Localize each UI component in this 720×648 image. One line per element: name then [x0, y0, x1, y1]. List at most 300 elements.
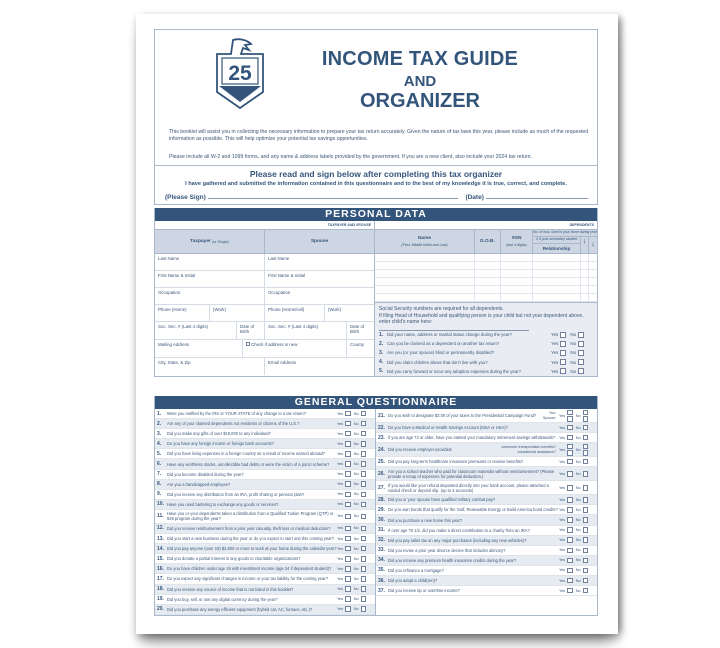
no-checkbox[interactable] [578, 350, 584, 356]
question-number: 14. [157, 545, 164, 552]
email-field[interactable]: Email Address [268, 360, 297, 365]
yes-no-group: Yes No [337, 586, 375, 592]
yes-checkbox[interactable] [345, 606, 351, 612]
divider [155, 165, 597, 166]
question-row [376, 481, 597, 495]
yes-no-group: Yes No [337, 606, 375, 612]
question-number: 1. [157, 410, 162, 417]
yes-no-group: Yes No [337, 546, 375, 552]
yes-checkbox[interactable] [345, 526, 351, 532]
question-row [376, 526, 597, 536]
intro-paragraph-2: Please include all W-2 and 1099 forms, and any name & address labels provided by the government. If you are a new client, also include your 2024 tax return. [169, 154, 532, 160]
question-row [155, 564, 375, 574]
yes-checkbox[interactable] [345, 536, 351, 542]
organizer-page [136, 14, 618, 634]
dependent-row[interactable] [375, 278, 597, 286]
question-number: 2. [157, 420, 162, 427]
question-text: Do you own bonds that qualify for the Gulf, Renewable Energy or Build America bond credits? [388, 507, 558, 513]
taxpayer-occupation-field[interactable]: Occupation [155, 288, 265, 304]
new-address-checkbox[interactable]: Check if address is new [243, 340, 347, 357]
no-checkbox[interactable] [583, 435, 589, 441]
no-checkbox[interactable] [578, 368, 584, 374]
question-row [155, 419, 375, 429]
eagle-shield-logo-icon [207, 38, 273, 110]
yes-checkbox[interactable] [345, 596, 351, 602]
question-row [376, 505, 597, 515]
question-number: 22. [378, 424, 385, 431]
no-checkbox[interactable] [583, 578, 589, 584]
dependent-row[interactable] [375, 262, 597, 270]
no-checkbox[interactable] [583, 497, 589, 503]
yes-checkbox[interactable] [567, 444, 573, 450]
taxpayer-phone-work-field[interactable]: (Work) [210, 305, 265, 321]
question-number: 11. [157, 513, 164, 520]
yes-no-group: Yes No [559, 558, 597, 564]
yes-checkbox[interactable] [560, 350, 566, 356]
question-text: Do you have any foreign income or foreign bank accounts? [167, 441, 274, 447]
title-line-2: AND [403, 73, 437, 90]
no-checkbox[interactable] [361, 546, 367, 552]
no-checkbox[interactable] [583, 517, 589, 523]
question-row [155, 534, 375, 544]
no-checkbox[interactable] [583, 558, 589, 564]
question-text: Did you receive employer-provided: [388, 447, 453, 453]
question-text: Did you start a new business during the year or do you expect to start one this coming year? [167, 536, 335, 542]
spouse-phone-home-field[interactable]: Phone (Home/cell) [265, 305, 325, 321]
yes-checkbox[interactable] [567, 485, 573, 491]
yes-checkbox[interactable] [560, 368, 566, 374]
general-questionnaire-section [154, 396, 598, 616]
yes-no-group: Yes No [559, 588, 597, 594]
question-text: Are you a handicapped employee? [167, 481, 231, 487]
spouse-last-name-field[interactable]: Last Name [268, 256, 290, 261]
header-box [154, 29, 598, 205]
svg-text:25: 25 [228, 62, 252, 85]
question-text: Did you or your spouse have qualified military combat pay? [388, 497, 496, 503]
question-row [155, 605, 375, 615]
no-checkbox[interactable] [583, 588, 589, 594]
yes-no-group: Yes No [337, 596, 375, 602]
no-checkbox[interactable] [583, 568, 589, 574]
title-line-1: INCOME TAX GUIDE [321, 48, 519, 70]
question-row [376, 457, 597, 467]
yes-no-group: Yes No [559, 548, 597, 554]
yes-checkbox[interactable] [567, 568, 573, 574]
mailing-address-field[interactable]: Mailing Address [155, 340, 243, 357]
city-state-zip-field[interactable]: City, State, & Zip [155, 358, 265, 375]
county-field[interactable]: County [350, 342, 364, 347]
arrow-down-icon: ↓ [581, 237, 589, 253]
question-text: Did you buy, sell, or use any digital currency during the year? [167, 596, 278, 602]
yes-checkbox[interactable] [345, 492, 351, 498]
taxpayer-ssn-field[interactable]: Soc. Sec. # (Last 4 digits) [155, 322, 237, 339]
question-number: 4. [157, 440, 162, 447]
question-text: Did you receive any distribution from an IRA, profit sharing or pension plan? [167, 491, 305, 497]
question-number: 18. [157, 586, 164, 593]
yes-checkbox[interactable] [567, 537, 573, 543]
no-checkbox[interactable] [583, 425, 589, 431]
no-checkbox[interactable] [361, 556, 367, 562]
yes-no-group: Yes No [559, 459, 597, 465]
yes-checkbox[interactable] [567, 548, 573, 554]
no-checkbox[interactable] [361, 502, 367, 508]
no-checkbox[interactable] [361, 411, 367, 417]
yes-no-group: Yes No [337, 431, 375, 437]
page-content [154, 29, 598, 613]
title-line-3: ORGANIZER [360, 90, 480, 112]
question-row [376, 423, 597, 433]
question-row [155, 449, 375, 459]
yes-no-group: Yes No [337, 481, 375, 487]
dependents-label: DEPENDENTS [375, 221, 597, 230]
general-questionnaire-title: GENERAL QUESTIONNAIRE [155, 396, 597, 409]
question-text: Were you notified by the IRS or YOUR STATE of any change to a tax return? [167, 411, 306, 417]
no-checkbox[interactable] [361, 606, 367, 612]
yes-no-group: Yes No [559, 485, 597, 491]
question-text: Did you receive reimbursement from a prior year casualty, theft loss or medical deduction? [167, 525, 331, 531]
question-text: Did you purchase a new home this year? [388, 517, 463, 523]
no-checkbox[interactable] [583, 444, 589, 450]
no-checkbox[interactable] [361, 461, 367, 467]
question-row [155, 510, 375, 524]
question-row [155, 459, 375, 469]
no-checkbox[interactable] [361, 576, 367, 582]
yes-no-group: Yes No [337, 411, 375, 417]
yes-checkbox[interactable] [567, 497, 573, 503]
yes-checkbox[interactable] [345, 421, 351, 427]
yes-no-group: Yes No [559, 507, 597, 513]
question-text: Have any worthless stocks, uncollectible bad debts or were the victim of a ponzi scheme? [167, 461, 330, 467]
yes-no-group: Yes No [337, 461, 375, 467]
personal-question-row: 5. Did you carry forward or incur any adoption expenses during the year? Yes No [375, 367, 597, 376]
yes-checkbox[interactable] [567, 459, 573, 465]
yes-checkbox[interactable] [567, 578, 573, 584]
question-row [155, 574, 375, 584]
personal-question-row: 3. Are you (or your spouse) blind or permanently disabled? Yes No [375, 348, 597, 357]
taxpayer-last-name-field[interactable]: Last Name [155, 254, 265, 270]
spouse-occupation-field[interactable]: Occupation [268, 290, 291, 295]
question-row [155, 409, 375, 419]
no-checkbox[interactable] [578, 341, 584, 347]
yes-checkbox[interactable] [560, 359, 566, 365]
no-checkbox[interactable] [361, 471, 367, 477]
no-checkbox[interactable] [578, 332, 584, 338]
question-text: Do you expect any significant changes in income or your tax liability for the coming year? [167, 576, 328, 582]
taxpayer-dob-field[interactable]: Date of Birth [237, 322, 265, 339]
question-row [376, 409, 597, 423]
question-row [376, 556, 597, 566]
question-number: 34. [378, 557, 385, 564]
no-checkbox[interactable] [361, 441, 367, 447]
sign-title: Please read and sign below after completing this tax organizer [249, 169, 503, 179]
yes-no-group: Yes No [337, 514, 375, 520]
no-checkbox[interactable] [583, 471, 589, 477]
yes-no-group: Yes No [559, 435, 597, 441]
taxpayer-first-name-field[interactable]: First Name & Initial [155, 271, 265, 287]
yes-checkbox[interactable] [345, 556, 351, 562]
question-text: Have you used bartering to exchange any goods or services? [167, 501, 279, 507]
taxpayer-phone-home-field[interactable]: Phone (Home) [155, 305, 210, 321]
yes-checkbox[interactable] [567, 425, 573, 431]
taxpayer-header: Taxpayer (or Single) [155, 230, 265, 253]
question-row [376, 586, 597, 596]
question-number: 9. [157, 491, 162, 498]
yes-no-group: Yes No [559, 409, 597, 422]
question-text: Do you have a Medical or Health Savings Account (MSA or HSA)? [388, 425, 508, 431]
question-sub-labels: You: Spouse: [542, 410, 556, 420]
no-checkbox[interactable] [583, 450, 589, 456]
question-sub-labels: commuter transportation benefits? educational assistance? [501, 444, 556, 454]
yes-checkbox[interactable] [567, 517, 573, 523]
yes-no-group: Yes No [559, 517, 597, 523]
no-checkbox[interactable] [583, 548, 589, 554]
no-checkbox[interactable] [361, 536, 367, 542]
yes-checkbox[interactable] [567, 588, 573, 594]
question-text: Did you receive any premium health insurance credits during the year? [388, 557, 517, 563]
arrow-down-icon: ↓ [591, 241, 595, 248]
yes-checkbox[interactable] [567, 410, 573, 416]
personal-question-row: 1. Did your name, address or marital status change during the year? Yes No [375, 330, 597, 339]
spouse-ssn-field[interactable]: Soc. Sec. # (Last 4 digits) [265, 322, 347, 339]
no-checkbox[interactable] [583, 410, 589, 416]
yes-checkbox[interactable] [345, 586, 351, 592]
spouse-dob-field[interactable]: Date of Birth [350, 324, 365, 334]
question-number: 19. [157, 596, 164, 603]
dependent-row[interactable] [375, 286, 597, 294]
dependent-row[interactable] [375, 270, 597, 278]
question-row [155, 480, 375, 490]
question-text: Did you revise a prior year divorce decree that includes alimony? [388, 547, 506, 553]
question-number: 25. [378, 458, 385, 465]
yes-checkbox[interactable] [345, 566, 351, 572]
sign-statement: I have gathered and submitted the information contained in this questionnaire and to the best of my knowledge it is true, correct, and complete. [185, 181, 567, 187]
no-checkbox[interactable] [583, 537, 589, 543]
question-number: 37. [378, 587, 385, 594]
yes-checkbox[interactable] [567, 435, 573, 441]
personal-data-section [154, 208, 598, 377]
yes-checkbox[interactable] [345, 411, 351, 417]
question-row [155, 490, 375, 500]
sign-label: (Please Sign) [165, 194, 206, 201]
yes-checkbox[interactable] [560, 332, 566, 338]
yes-no-group: Yes No [337, 536, 375, 542]
dependents-panel [375, 221, 597, 376]
personal-question-row: 2. Can you be claimed as a dependent on another tax return? Yes No [375, 339, 597, 348]
question-row [155, 585, 375, 595]
yes-checkbox[interactable] [567, 507, 573, 513]
yes-checkbox[interactable] [567, 450, 573, 456]
question-number: 28. [378, 496, 385, 503]
question-number: 31. [378, 527, 385, 534]
no-checkbox[interactable] [361, 566, 367, 572]
yes-checkbox[interactable] [345, 502, 351, 508]
dependent-name-header: Name (First, Middle Initial and Last) [375, 230, 475, 253]
question-row [155, 500, 375, 510]
question-number: 32. [378, 537, 385, 544]
no-checkbox[interactable] [361, 514, 367, 520]
question-text: Did you pay sales tax on any major purchases (including any new vehicles)? [388, 537, 527, 543]
question-text: Did you have living expenses in a foreign country as a result of income earned abroad? [167, 451, 325, 457]
yes-checkbox[interactable] [560, 341, 566, 347]
yes-checkbox[interactable] [567, 416, 573, 422]
question-row [155, 470, 375, 480]
question-text: Did you pay long-term healthcare insurance premiums or receive benefits? [388, 459, 524, 465]
question-text: Have you or your dependents taken a distribution from a Qualified Tuition Program (QTP) or 529 program during the year? [167, 511, 334, 522]
question-number: 12. [157, 525, 164, 532]
question-text: Did you refinance a mortgage? [388, 567, 444, 573]
question-number: 5. [157, 450, 162, 457]
yes-checkbox[interactable] [345, 576, 351, 582]
question-number: 16. [157, 565, 164, 572]
question-row [376, 536, 597, 546]
question-text: Did you make any gifts of over $19,000 to any individual? [167, 431, 271, 437]
yes-no-group: Yes No [559, 568, 597, 574]
question-row [376, 467, 597, 481]
yes-no-group: Yes No [337, 492, 375, 498]
questionnaire-right-column [376, 409, 597, 615]
personal-questions [375, 330, 597, 376]
dependent-row[interactable] [375, 254, 597, 262]
no-checkbox[interactable] [361, 421, 367, 427]
dependent-dob-header: D.O.B. [475, 230, 501, 253]
yes-checkbox[interactable] [345, 451, 351, 457]
signature-row [165, 193, 588, 201]
yes-no-group: Yes No [559, 578, 597, 584]
question-text: Did you receive tip or overtime income? [388, 588, 460, 594]
question-text: Are you a school teacher who paid for classroom materials without reimbursement? (Please provide a recap of expenses for potential deduction.) [388, 468, 555, 479]
no-checkbox[interactable] [578, 359, 584, 365]
question-number: 15. [157, 555, 164, 562]
taxpayer-spouse-label: TAXPAYER AND SPOUSE [155, 221, 374, 230]
yes-no-group: Yes No [559, 443, 597, 456]
question-row [376, 566, 597, 576]
yes-no-group: Yes No [559, 527, 597, 533]
yes-checkbox[interactable] [345, 461, 351, 467]
questionnaire-left-column [155, 409, 376, 615]
no-checkbox[interactable] [583, 527, 589, 533]
personal-question-row: 4. Did you claim children above that don't live with you? Yes No [375, 358, 597, 367]
question-text: Do you wish to designate $3.00 of your taxes to the Presidential Campaign Fund? [388, 413, 537, 418]
question-number: 20. [157, 606, 164, 613]
spouse-header: Spouse [310, 238, 329, 244]
question-row [376, 495, 597, 505]
question-number: 21. [378, 412, 385, 419]
question-number: 7. [157, 471, 162, 478]
no-checkbox[interactable] [361, 431, 367, 437]
question-row [155, 439, 375, 449]
dependent-extra-headers: No. of mos. lived in your home during year X if post-secondary student Relationship ↓ ↓ [533, 230, 597, 251]
question-row [376, 546, 597, 556]
question-row [155, 544, 375, 554]
question-number: 23. [378, 434, 385, 441]
question-number: 17. [157, 575, 164, 582]
question-number: 33. [378, 547, 385, 554]
date-label: (Date) [465, 194, 484, 201]
question-number: 26. [378, 470, 385, 477]
question-number: 3. [157, 430, 162, 437]
intro-paragraph: This booklet will assist you in collecting the necessary information to prepare your tax return accurately. Given the nature of tax laws this year, please include as much of the requested information as possible. This will help optimize your potential tax savings opportunities. [169, 129, 589, 142]
yes-checkbox[interactable] [345, 441, 351, 447]
question-text: If you are age 73 or older, have you started your mandatory retirement savings withdrawals? [388, 435, 556, 441]
question-number: 13. [157, 535, 164, 542]
dependents-note: Social Security numbers are required for all dependents. If filing Head of Household and qualifying person is your child but not your dependent above, enter child's name here: [375, 302, 597, 330]
yes-checkbox[interactable] [567, 527, 573, 533]
yes-checkbox[interactable] [345, 431, 351, 437]
child-name-field[interactable] [379, 326, 529, 331]
no-checkbox[interactable] [361, 492, 367, 498]
question-row [155, 429, 375, 439]
yes-no-group: Yes No [337, 556, 375, 562]
question-row [155, 554, 375, 564]
no-checkbox[interactable] [361, 526, 367, 532]
dependents-table-body [375, 254, 597, 302]
personal-data-title: PERSONAL DATA [155, 208, 597, 221]
spouse-first-name-field[interactable]: First Name & Initial [268, 273, 306, 278]
yes-no-group: Yes No [337, 421, 375, 427]
yes-no-group: Yes No [559, 425, 597, 431]
question-number: 29. [378, 506, 385, 513]
yes-no-group: Yes No [337, 502, 375, 508]
no-checkbox[interactable] [361, 586, 367, 592]
question-row [376, 515, 597, 525]
question-row [376, 576, 597, 586]
no-checkbox[interactable] [361, 451, 367, 457]
signature-field[interactable] [208, 193, 458, 199]
yes-checkbox[interactable] [567, 558, 573, 564]
question-number: 10. [157, 501, 164, 508]
question-text: Did you receive any source of income that is not listed in this booklet? [167, 586, 294, 592]
yes-no-group: Yes No [337, 441, 375, 447]
yes-checkbox[interactable] [345, 471, 351, 477]
dependent-ssn-header: SSN (last 4 digits) [501, 230, 533, 253]
dependent-row[interactable] [375, 294, 597, 302]
yes-no-group: Yes No [337, 471, 375, 477]
question-text: Did you adopt a child(ren)? [388, 578, 438, 584]
question-number: 24. [378, 446, 385, 453]
yes-checkbox[interactable] [345, 546, 351, 552]
yes-no-group: Yes No [337, 526, 375, 532]
yes-checkbox[interactable] [345, 514, 351, 520]
yes-checkbox[interactable] [345, 481, 351, 487]
yes-no-group: Yes No [337, 566, 375, 572]
yes-no-group: Yes No [559, 537, 597, 543]
question-text: Are any of your claimed dependents not residents or citizens of the U.S.? [167, 421, 300, 427]
question-row [376, 433, 597, 443]
no-checkbox[interactable] [361, 481, 367, 487]
question-text: Did you donate a partial interest in any goods to charitable organizations? [167, 556, 301, 562]
no-checkbox[interactable] [583, 485, 589, 491]
yes-no-group: Yes No [337, 451, 375, 457]
question-text: Did you become disabled during the year? [167, 471, 244, 477]
yes-no-group: Yes No [559, 471, 597, 477]
no-checkbox[interactable] [583, 507, 589, 513]
no-checkbox[interactable] [583, 416, 589, 422]
question-row [376, 443, 597, 457]
spouse-phone-work-field[interactable]: (Work) [328, 307, 342, 312]
question-row [155, 524, 375, 534]
no-checkbox[interactable] [361, 596, 367, 602]
question-text: Did you purchase any energy efficient equipment (hybrid car, AC, furnace, etc.)? [167, 606, 313, 612]
no-checkbox[interactable] [583, 459, 589, 465]
checkbox-icon[interactable] [246, 342, 250, 346]
question-number: 30. [378, 517, 385, 524]
yes-no-group: Yes No [337, 576, 375, 582]
question-text: If over age 70 1/2, did you make a direct contribution to a charity from an IRA? [388, 527, 530, 533]
date-field[interactable] [486, 193, 588, 199]
yes-checkbox[interactable] [567, 471, 573, 477]
question-number: 35. [378, 567, 385, 574]
question-text: Did you pay anyone (over 18) $2,800 or more to work at your home during the calendar year? [167, 546, 337, 552]
